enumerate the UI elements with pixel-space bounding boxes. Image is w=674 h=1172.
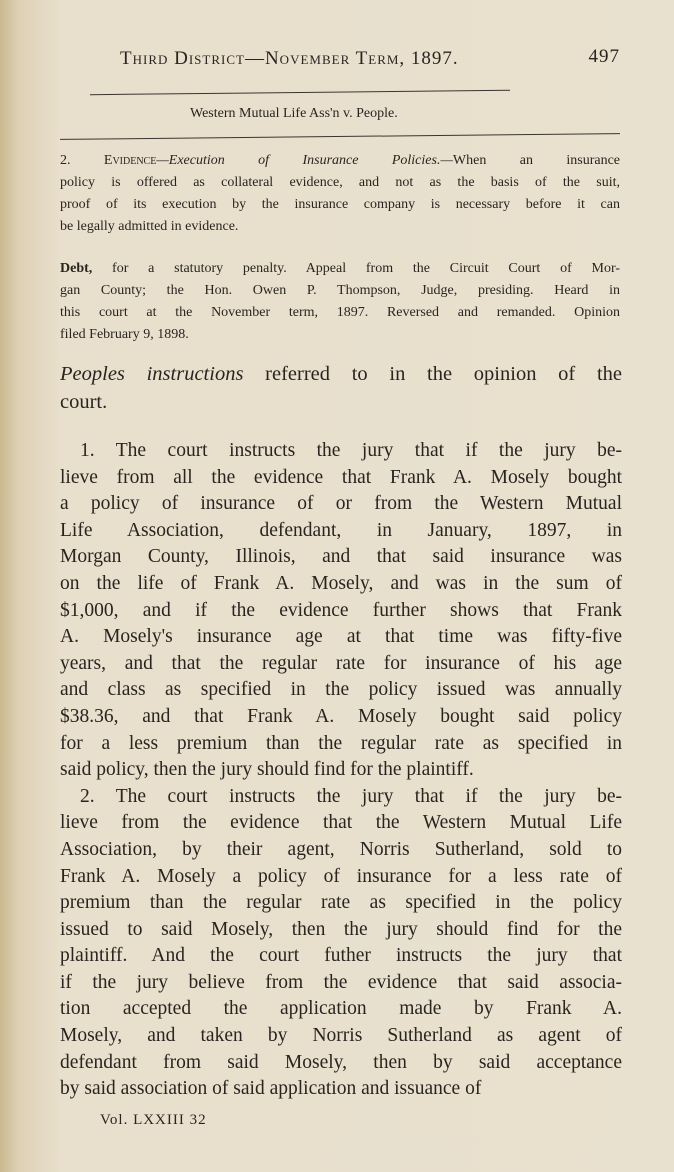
headnote-line: policy is offered as collateral evidence, and not as the basis of the suit, bbox=[60, 175, 620, 190]
headnote-number: 2. bbox=[60, 153, 71, 168]
body-line: Life Association, defendant, in January, 1897, in bbox=[60, 519, 622, 541]
headnote-line: be legally admitted in evidence. bbox=[60, 219, 239, 234]
case-title-rule bbox=[60, 133, 620, 140]
case-title: Western Mutual Life Ass'n v. People. bbox=[190, 106, 398, 121]
statement-line: filed February 9, 1898. bbox=[60, 327, 189, 342]
body-line: Morgan County, Illinois, and that said insurance was bbox=[60, 546, 622, 568]
body-line: Frank A. Mosely a policy of insurance for a less rate of bbox=[60, 865, 622, 887]
statement-line: for a statutory penalty. Appeal from the Circuit Court of Mor- bbox=[92, 261, 620, 276]
running-header bbox=[120, 48, 620, 70]
body-line: years, and that the regular rate for insurance of his age bbox=[60, 652, 622, 674]
case-statement bbox=[60, 258, 620, 346]
body-line: $38.36, and that Frank A. Mosely bought said policy bbox=[60, 705, 622, 727]
body-line: plaintiff. And the court futher instructs the jury that bbox=[60, 945, 622, 967]
body-line: lieve from the evidence that the Western Mutual Life bbox=[60, 812, 622, 834]
intro-italic: Peoples instructions bbox=[60, 363, 244, 385]
intro-line: referred to in the opinion of the bbox=[243, 363, 622, 385]
headnote-line: When an insurance bbox=[452, 153, 620, 168]
headnote bbox=[60, 150, 620, 238]
body-line: A. Mosely's insurance age at that time was fifty-five bbox=[60, 626, 622, 648]
body-line: a policy of insurance of or from the Western Mutual bbox=[60, 493, 622, 515]
body-line: premium than the regular rate as specified in the policy bbox=[60, 892, 622, 914]
body-line: lieve from all the evidence that Frank A. Mosely bought bbox=[60, 466, 622, 488]
instructions-text bbox=[60, 438, 622, 1103]
statement-lead: Debt, bbox=[60, 261, 93, 276]
body-line: 2. The court instructs the jury that if the jury be- bbox=[80, 785, 622, 807]
body-line: tion accepted the application made by Frank A. bbox=[60, 998, 622, 1020]
headnote-topic: Evidence bbox=[103, 153, 157, 168]
intro-paragraph bbox=[60, 360, 622, 416]
body-line: Association, by their agent, Norris Sutherland, sold to bbox=[60, 838, 622, 860]
headnote-line: proof of its execution by the insurance company is necessary before it can bbox=[60, 197, 620, 212]
page-number: 497 bbox=[588, 46, 620, 67]
header-rule bbox=[90, 90, 510, 95]
headnote-subtopic: —Execution of Insurance Policies.— bbox=[156, 153, 453, 168]
body-line: and class as specified in the policy issued was annually bbox=[60, 679, 622, 701]
signature-mark: Vol. LXXIII 32 bbox=[100, 1112, 207, 1128]
body-line: $1,000, and if the evidence further shows that Frank bbox=[60, 599, 622, 621]
body-line: Mosely, and taken by Norris Sutherland as agent of bbox=[60, 1025, 622, 1047]
body-line: if the jury believe from the evidence that said associa- bbox=[60, 971, 622, 993]
intro-line: court. bbox=[60, 391, 108, 413]
body-line: by said association of said application and issuance of bbox=[60, 1078, 482, 1100]
body-line: for a less premium than the regular rate as specified in bbox=[60, 732, 622, 754]
statement-line: gan County; the Hon. Owen P. Thompson, Judge, presiding. Heard in bbox=[60, 283, 620, 298]
body-line: on the life of Frank A. Mosely, and was in the sum of bbox=[60, 572, 622, 594]
body-line: 1. The court instructs the jury that if the jury be- bbox=[80, 440, 622, 461]
statement-line: this court at the November term, 1897. Reversed and remanded. Opinion bbox=[60, 305, 620, 320]
body-line: defendant from said Mosely, then by said acceptance bbox=[60, 1051, 622, 1073]
body-line: issued to said Mosely, then the jury should find for the bbox=[60, 918, 622, 940]
body-line: said policy, then the jury should find for the plaintiff. bbox=[60, 759, 474, 781]
running-title: Third District—November Term, 1897. bbox=[120, 48, 459, 69]
